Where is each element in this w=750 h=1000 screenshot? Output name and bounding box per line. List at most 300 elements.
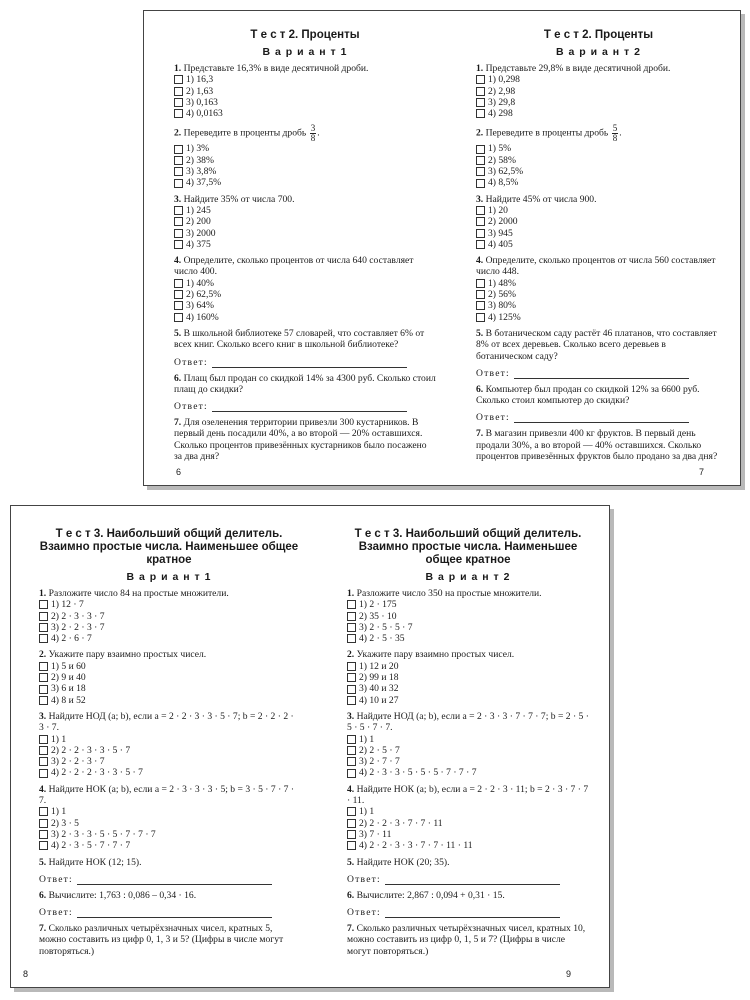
option-label: 4) 160% xyxy=(186,311,219,323)
answer-option[interactable] xyxy=(347,611,589,622)
option-label: 2) 3 · 5 xyxy=(51,817,79,829)
answer-option[interactable] xyxy=(174,216,436,227)
answer-option[interactable] xyxy=(39,695,299,706)
answer-option[interactable] xyxy=(347,745,589,756)
answer-option[interactable] xyxy=(39,734,299,745)
question-text: Для озеленения территории привезли 300 кустарников. В первый день посадили 40%, а во второй — 20% оставшихся. Сколько процентов привезённых кустарников было посажено за два дня? xyxy=(174,417,427,463)
question-2 xyxy=(347,649,589,660)
option-label: 2) 99 и 18 xyxy=(359,672,399,684)
answer-field[interactable] xyxy=(385,909,560,918)
answer-option[interactable] xyxy=(476,216,721,227)
checkbox[interactable] xyxy=(174,313,183,322)
checkbox[interactable] xyxy=(476,145,485,154)
answer-option[interactable] xyxy=(174,312,436,323)
answer-option[interactable] xyxy=(174,97,436,108)
checkbox[interactable] xyxy=(476,179,485,188)
answer-option[interactable] xyxy=(39,661,299,672)
question-2 xyxy=(174,124,436,143)
checkbox[interactable] xyxy=(347,746,356,755)
option-label: 3) 2 · 2 · 3 · 7 xyxy=(51,621,105,633)
question-text: Найдите 35% от числа 700. xyxy=(183,193,295,205)
checkbox[interactable] xyxy=(476,109,485,118)
answer-label: Ответ: xyxy=(174,356,208,368)
question-3 xyxy=(347,711,589,734)
answer-option[interactable] xyxy=(347,672,589,683)
answer-option[interactable] xyxy=(174,278,436,289)
fraction-denominator: 8 xyxy=(612,133,618,144)
answer-option[interactable] xyxy=(476,239,721,250)
checkbox[interactable] xyxy=(39,735,48,744)
answer-field[interactable] xyxy=(212,403,407,412)
question-4 xyxy=(476,255,721,278)
option-label: 2) 2 · 2 · 3 · 7 · 7 · 11 xyxy=(359,817,443,829)
option-label: 3) 62,5% xyxy=(488,166,524,178)
question-7 xyxy=(174,417,436,462)
option-label: 2) 1,63 xyxy=(186,85,214,97)
variant-heading: В а р и а н т 1 xyxy=(126,571,212,583)
answer-option[interactable] xyxy=(347,695,589,706)
question-4 xyxy=(347,784,589,807)
checkbox[interactable] xyxy=(174,156,183,165)
option-label: 1) 12 · 7 xyxy=(51,599,84,611)
answer-option[interactable] xyxy=(174,205,436,216)
question-3 xyxy=(39,711,299,734)
checkbox[interactable] xyxy=(39,757,48,766)
checkbox[interactable] xyxy=(347,685,356,694)
answer-options xyxy=(39,661,299,706)
page-9-column xyxy=(347,528,589,957)
question-number: 2. xyxy=(39,649,47,661)
question-text: Найдите НОК (20; 35). xyxy=(356,856,450,868)
option-label: 1) 5% xyxy=(488,143,512,155)
answer-option[interactable] xyxy=(476,155,721,166)
question-number: 7. xyxy=(347,923,355,935)
option-label: 4) 8,5% xyxy=(488,177,519,189)
option-label: 3) 945 xyxy=(488,227,513,239)
answer-options xyxy=(347,599,589,644)
checkbox[interactable] xyxy=(347,769,356,778)
question-number: 1. xyxy=(174,63,182,74)
option-label: 1) 3% xyxy=(186,143,210,155)
option-label: 2) 56% xyxy=(488,289,516,301)
question-4 xyxy=(39,784,299,807)
option-label: 1) 1 xyxy=(359,733,375,745)
answer-option[interactable] xyxy=(39,622,299,633)
option-label: 3) 2 · 5 · 5 · 7 xyxy=(359,621,413,633)
question-text-end: . xyxy=(619,128,622,140)
checkbox[interactable] xyxy=(39,634,48,643)
checkbox[interactable] xyxy=(347,819,356,828)
answer-line xyxy=(39,874,299,885)
checkbox[interactable] xyxy=(347,830,356,839)
question-number: 4. xyxy=(174,255,182,267)
question-7 xyxy=(347,923,589,957)
answer-option[interactable] xyxy=(174,155,436,166)
checkbox[interactable] xyxy=(476,98,485,107)
question-number: 6. xyxy=(39,889,47,901)
question-number: 5. xyxy=(39,856,47,868)
answer-options xyxy=(174,205,436,250)
option-label: 1) 5 и 60 xyxy=(51,660,86,672)
question-text: Сколько различных четырёхзначных чисел, кратных 10, можно составить из цифр 0, 1, 5 и 7? (Цифры в числе могут повторяться.) xyxy=(347,923,586,957)
question-5 xyxy=(174,328,436,351)
answer-options xyxy=(39,734,299,779)
answer-option[interactable] xyxy=(347,633,589,644)
option-label: 2) 2 · 3 · 3 · 7 xyxy=(51,610,105,622)
question-text: Найдите 45% от числа 900. xyxy=(485,193,597,205)
option-label: 4) 37,5% xyxy=(186,177,222,189)
checkbox[interactable] xyxy=(39,623,48,632)
option-label: 4) 2 · 2 · 3 · 3 · 7 · 7 · 11 · 11 xyxy=(359,840,473,852)
option-label: 2) 58% xyxy=(488,154,516,166)
question-text: Разложите число 84 на простые множители. xyxy=(48,588,229,599)
option-label: 1) 48% xyxy=(488,277,516,289)
question-number: 4. xyxy=(347,783,355,795)
answer-option[interactable] xyxy=(174,108,436,119)
question-text: Найдите НОК (a; b), если a = 2 · 2 · 3 · 11; b = 2 · 3 · 7 · 7 · 11. xyxy=(347,783,589,807)
checkbox[interactable] xyxy=(39,807,48,816)
answer-field[interactable] xyxy=(385,876,560,885)
option-label: 2) 62,5% xyxy=(186,289,222,301)
answer-option[interactable] xyxy=(39,611,299,622)
answer-option[interactable] xyxy=(39,767,299,778)
answer-option[interactable] xyxy=(39,672,299,683)
checkbox[interactable] xyxy=(39,673,48,682)
answer-label: Ответ: xyxy=(347,873,381,885)
checkbox[interactable] xyxy=(347,634,356,643)
question-3 xyxy=(174,194,436,205)
question-text: Вычислите: 2,867 : 0,094 + 0,31 · 15. xyxy=(356,889,505,901)
checkbox[interactable] xyxy=(347,696,356,705)
answer-options xyxy=(347,661,589,706)
checkbox[interactable] xyxy=(39,662,48,671)
option-label: 2) 38% xyxy=(186,154,214,166)
option-label: 4) 8 и 52 xyxy=(51,694,86,706)
question-text: Переведите в проценты дробь xyxy=(485,128,609,140)
answer-options xyxy=(39,806,299,851)
checkbox[interactable] xyxy=(39,600,48,609)
question-number: 1. xyxy=(347,588,355,599)
answer-option[interactable] xyxy=(347,818,589,829)
option-label: 2) 9 и 40 xyxy=(51,672,86,684)
checkbox[interactable] xyxy=(174,179,183,188)
answer-option[interactable] xyxy=(347,599,589,610)
question-text: Переведите в проценты дробь xyxy=(183,128,307,140)
option-label: 2) 2,98 xyxy=(488,85,516,97)
answer-option[interactable] xyxy=(174,177,436,188)
checkbox[interactable] xyxy=(39,612,48,621)
answer-option[interactable] xyxy=(347,756,589,767)
question-number: 4. xyxy=(39,783,47,795)
question-text: Укажите пару взаимно простых чисел. xyxy=(48,649,207,661)
checkbox[interactable] xyxy=(476,240,485,249)
checkbox[interactable] xyxy=(174,109,183,118)
answer-line xyxy=(476,368,721,379)
answer-option[interactable] xyxy=(39,818,299,829)
page-number-9: 9 xyxy=(565,969,571,979)
checkbox[interactable] xyxy=(174,167,183,176)
option-label: 4) 2 · 3 · 5 · 7 · 7 · 7 xyxy=(51,840,131,852)
checkbox[interactable] xyxy=(476,279,485,288)
checkbox[interactable] xyxy=(174,240,183,249)
question-7 xyxy=(39,923,299,957)
option-label: 2) 2000 xyxy=(488,216,518,228)
answer-option[interactable] xyxy=(39,829,299,840)
checkbox[interactable] xyxy=(476,313,485,322)
question-number: 5. xyxy=(476,327,484,339)
checkbox[interactable] xyxy=(476,75,485,84)
question-number: 5. xyxy=(347,856,355,868)
checkbox[interactable] xyxy=(347,600,356,609)
checkbox[interactable] xyxy=(347,735,356,744)
checkbox[interactable] xyxy=(174,229,183,238)
answer-option[interactable] xyxy=(347,661,589,672)
question-1 xyxy=(476,63,721,74)
checkbox[interactable] xyxy=(347,662,356,671)
answer-field[interactable] xyxy=(77,876,272,885)
answer-option[interactable] xyxy=(347,734,589,745)
answer-option[interactable] xyxy=(476,300,721,311)
question-text-end: . xyxy=(317,128,320,140)
checkbox[interactable] xyxy=(476,217,485,226)
option-label: 3) 0,163 xyxy=(186,96,218,108)
answer-options xyxy=(476,205,721,250)
answer-option[interactable] xyxy=(39,599,299,610)
answer-option[interactable] xyxy=(174,74,436,85)
question-text: Представьте 16,3% в виде десятичной дроби. xyxy=(183,63,369,74)
question-number: 6. xyxy=(174,372,182,384)
answer-option[interactable] xyxy=(476,278,721,289)
answer-option[interactable] xyxy=(476,86,721,97)
checkbox[interactable] xyxy=(174,206,183,215)
option-label: 4) 10 и 27 xyxy=(359,694,399,706)
checkbox[interactable] xyxy=(347,757,356,766)
option-label: 4) 125% xyxy=(488,311,521,323)
question-4 xyxy=(174,255,436,278)
option-label: 1) 20 xyxy=(488,204,508,216)
checkbox[interactable] xyxy=(39,769,48,778)
option-label: 2) 200 xyxy=(186,216,211,228)
checkbox[interactable] xyxy=(347,807,356,816)
checkbox[interactable] xyxy=(39,830,48,839)
checkbox[interactable] xyxy=(39,696,48,705)
question-text: Найдите НОД (a; b), если a = 2 · 2 · 3 · 3 · 5 · 7; b = 2 · 2 · 2 · 3 · 7. xyxy=(39,710,294,734)
answer-option[interactable] xyxy=(476,289,721,300)
variant-heading: В а р и а н т 2 xyxy=(556,46,641,58)
question-number: 3. xyxy=(476,193,484,205)
answer-option[interactable] xyxy=(174,300,436,311)
option-label: 4) 2 · 6 · 7 xyxy=(51,633,92,645)
question-2 xyxy=(39,649,299,660)
answer-label: Ответ: xyxy=(476,412,510,424)
checkbox[interactable] xyxy=(39,685,48,694)
option-label: 3) 64% xyxy=(186,300,214,312)
answer-line xyxy=(347,907,589,918)
checkbox[interactable] xyxy=(347,612,356,621)
answer-option[interactable] xyxy=(476,177,721,188)
checkbox[interactable] xyxy=(174,98,183,107)
answer-field[interactable] xyxy=(212,359,407,368)
page-7-column xyxy=(476,29,721,462)
answer-option[interactable] xyxy=(39,633,299,644)
answer-option[interactable] xyxy=(174,143,436,154)
answer-option[interactable] xyxy=(174,228,436,239)
checkbox[interactable] xyxy=(39,746,48,755)
answer-option[interactable] xyxy=(476,108,721,119)
option-label: 3) 2 · 2 · 3 · 7 xyxy=(51,756,105,768)
page-8-column xyxy=(39,528,299,957)
option-label: 3) 2000 xyxy=(186,227,216,239)
option-label: 4) 2 · 2 · 2 · 3 · 3 · 5 · 7 xyxy=(51,767,143,779)
answer-option[interactable] xyxy=(39,840,299,851)
option-label: 3) 80% xyxy=(488,300,516,312)
question-3 xyxy=(476,194,721,205)
answer-option[interactable] xyxy=(476,74,721,85)
checkbox[interactable] xyxy=(174,290,183,299)
answer-option[interactable] xyxy=(347,829,589,840)
question-text: Разложите число 350 на простые множители. xyxy=(356,588,542,599)
answer-label: Ответ: xyxy=(476,367,510,379)
option-label: 2) 35 · 10 xyxy=(359,610,397,622)
option-label: 1) 1 xyxy=(359,806,375,818)
checkbox[interactable] xyxy=(174,87,183,96)
answer-option[interactable] xyxy=(347,840,589,851)
question-text: Компьютер был продан со скидкой 12% за 6600 руб. Сколько стоил компьютер до скидки? xyxy=(476,383,700,407)
option-label: 1) 1 xyxy=(51,806,67,818)
option-label: 1) 40% xyxy=(186,277,214,289)
question-5 xyxy=(476,328,721,362)
option-label: 1) 1 xyxy=(51,733,67,745)
answer-option[interactable] xyxy=(476,97,721,108)
test-title: Т е с т 2. Проценты xyxy=(543,29,654,41)
option-label: 1) 0,298 xyxy=(488,74,520,86)
answer-options xyxy=(476,143,721,188)
answer-field[interactable] xyxy=(514,414,689,423)
answer-field[interactable] xyxy=(514,370,689,379)
option-label: 1) 16,3 xyxy=(186,74,214,86)
answer-option[interactable] xyxy=(476,166,721,177)
answer-option[interactable] xyxy=(174,239,436,250)
page-number-7: 7 xyxy=(698,467,704,477)
fraction xyxy=(612,123,622,144)
answer-option[interactable] xyxy=(347,622,589,633)
question-6 xyxy=(476,384,721,407)
question-number: 6. xyxy=(347,889,355,901)
option-label: 4) 2 · 3 · 3 · 5 · 5 · 5 · 7 · 7 · 7 xyxy=(359,767,477,779)
checkbox[interactable] xyxy=(174,75,183,84)
question-text: Плащ был продан со скидкой 14% за 4300 руб. Сколько стоил плащ до скидки? xyxy=(174,372,436,395)
question-number: 4. xyxy=(476,255,484,267)
checkbox[interactable] xyxy=(476,229,485,238)
answer-option[interactable] xyxy=(347,683,589,694)
question-text: Сколько различных четырёхзначных чисел, кратных 5, можно составить из цифр 0, 1, 3 и 5? (Цифры в числе могут повторяться.) xyxy=(39,923,284,957)
answer-option[interactable] xyxy=(476,205,721,216)
question-text: Определите, сколько процентов от числа 560 составляет число 448. xyxy=(476,255,716,278)
answer-option[interactable] xyxy=(347,806,589,817)
checkbox[interactable] xyxy=(174,145,183,154)
checkbox[interactable] xyxy=(174,217,183,226)
answer-option[interactable] xyxy=(39,756,299,767)
answer-options xyxy=(476,278,721,323)
option-label: 1) 2 · 175 xyxy=(359,599,397,611)
page-number-8: 8 xyxy=(23,969,29,979)
answer-options xyxy=(347,734,589,779)
checkbox[interactable] xyxy=(174,279,183,288)
checkbox[interactable] xyxy=(347,673,356,682)
answer-line xyxy=(347,874,589,885)
question-number: 7. xyxy=(39,923,47,935)
checkbox[interactable] xyxy=(39,819,48,828)
checkbox[interactable] xyxy=(476,156,485,165)
test-title: Т е с т 2. Проценты xyxy=(250,29,360,41)
question-1 xyxy=(39,588,299,599)
answer-option[interactable] xyxy=(347,767,589,778)
question-1 xyxy=(347,588,589,599)
answer-option[interactable] xyxy=(476,228,721,239)
option-label: 2) 2 · 5 · 7 xyxy=(359,744,400,756)
answer-field[interactable] xyxy=(77,909,272,918)
option-label: 1) 245 xyxy=(186,204,211,216)
option-label: 3) 40 и 32 xyxy=(359,683,399,695)
answer-option[interactable] xyxy=(476,312,721,323)
answer-option[interactable] xyxy=(476,143,721,154)
answer-line xyxy=(39,907,299,918)
question-number: 3. xyxy=(347,710,355,722)
answer-line xyxy=(476,412,721,423)
checkbox[interactable] xyxy=(476,290,485,299)
question-1 xyxy=(174,63,436,74)
answer-option[interactable] xyxy=(39,806,299,817)
checkbox[interactable] xyxy=(476,301,485,310)
answer-option[interactable] xyxy=(174,166,436,177)
question-2 xyxy=(476,124,721,143)
spread-test-2 xyxy=(143,10,741,486)
option-label: 1) 12 и 20 xyxy=(359,660,399,672)
question-text: Определите, сколько процентов от числа 640 составляет число 400. xyxy=(174,255,414,278)
option-label: 2) 2 · 2 · 3 · 3 · 5 · 7 xyxy=(51,744,131,756)
option-label: 4) 2 · 5 · 35 xyxy=(359,633,405,645)
option-label: 4) 405 xyxy=(488,238,513,250)
answer-option[interactable] xyxy=(39,745,299,756)
option-label: 4) 298 xyxy=(488,108,513,120)
checkbox[interactable] xyxy=(347,623,356,632)
option-label: 3) 3,8% xyxy=(186,166,217,178)
question-number: 1. xyxy=(39,588,47,599)
question-5 xyxy=(347,857,589,868)
question-text: Вычислите: 1,763 : 0,086 – 0,34 · 16. xyxy=(48,889,197,901)
page-6-column xyxy=(174,29,436,462)
question-5 xyxy=(39,857,299,868)
checkbox[interactable] xyxy=(476,87,485,96)
option-label: 3) 7 · 11 xyxy=(359,828,392,840)
checkbox[interactable] xyxy=(39,841,48,850)
answer-option[interactable] xyxy=(39,683,299,694)
question-text: В ботаническом саду растёт 46 платанов, что составляет 8% от всех деревьев. Сколько всего деревьев в ботаническом саду? xyxy=(476,327,717,362)
option-label: 3) 2 · 7 · 7 xyxy=(359,756,400,768)
answer-options xyxy=(174,143,436,188)
answer-option[interactable] xyxy=(174,86,436,97)
checkbox[interactable] xyxy=(174,301,183,310)
question-6 xyxy=(347,890,589,901)
checkbox[interactable] xyxy=(347,841,356,850)
option-label: 4) 375 xyxy=(186,238,211,250)
question-text: В школьной библиотеке 57 словарей, что составляет 6% от всех книг. Сколько всего книг в школьной библиотеке? xyxy=(174,327,425,351)
checkbox[interactable] xyxy=(476,206,485,215)
checkbox[interactable] xyxy=(476,167,485,176)
question-6 xyxy=(174,373,436,396)
answer-option[interactable] xyxy=(174,289,436,300)
answer-options xyxy=(476,74,721,119)
